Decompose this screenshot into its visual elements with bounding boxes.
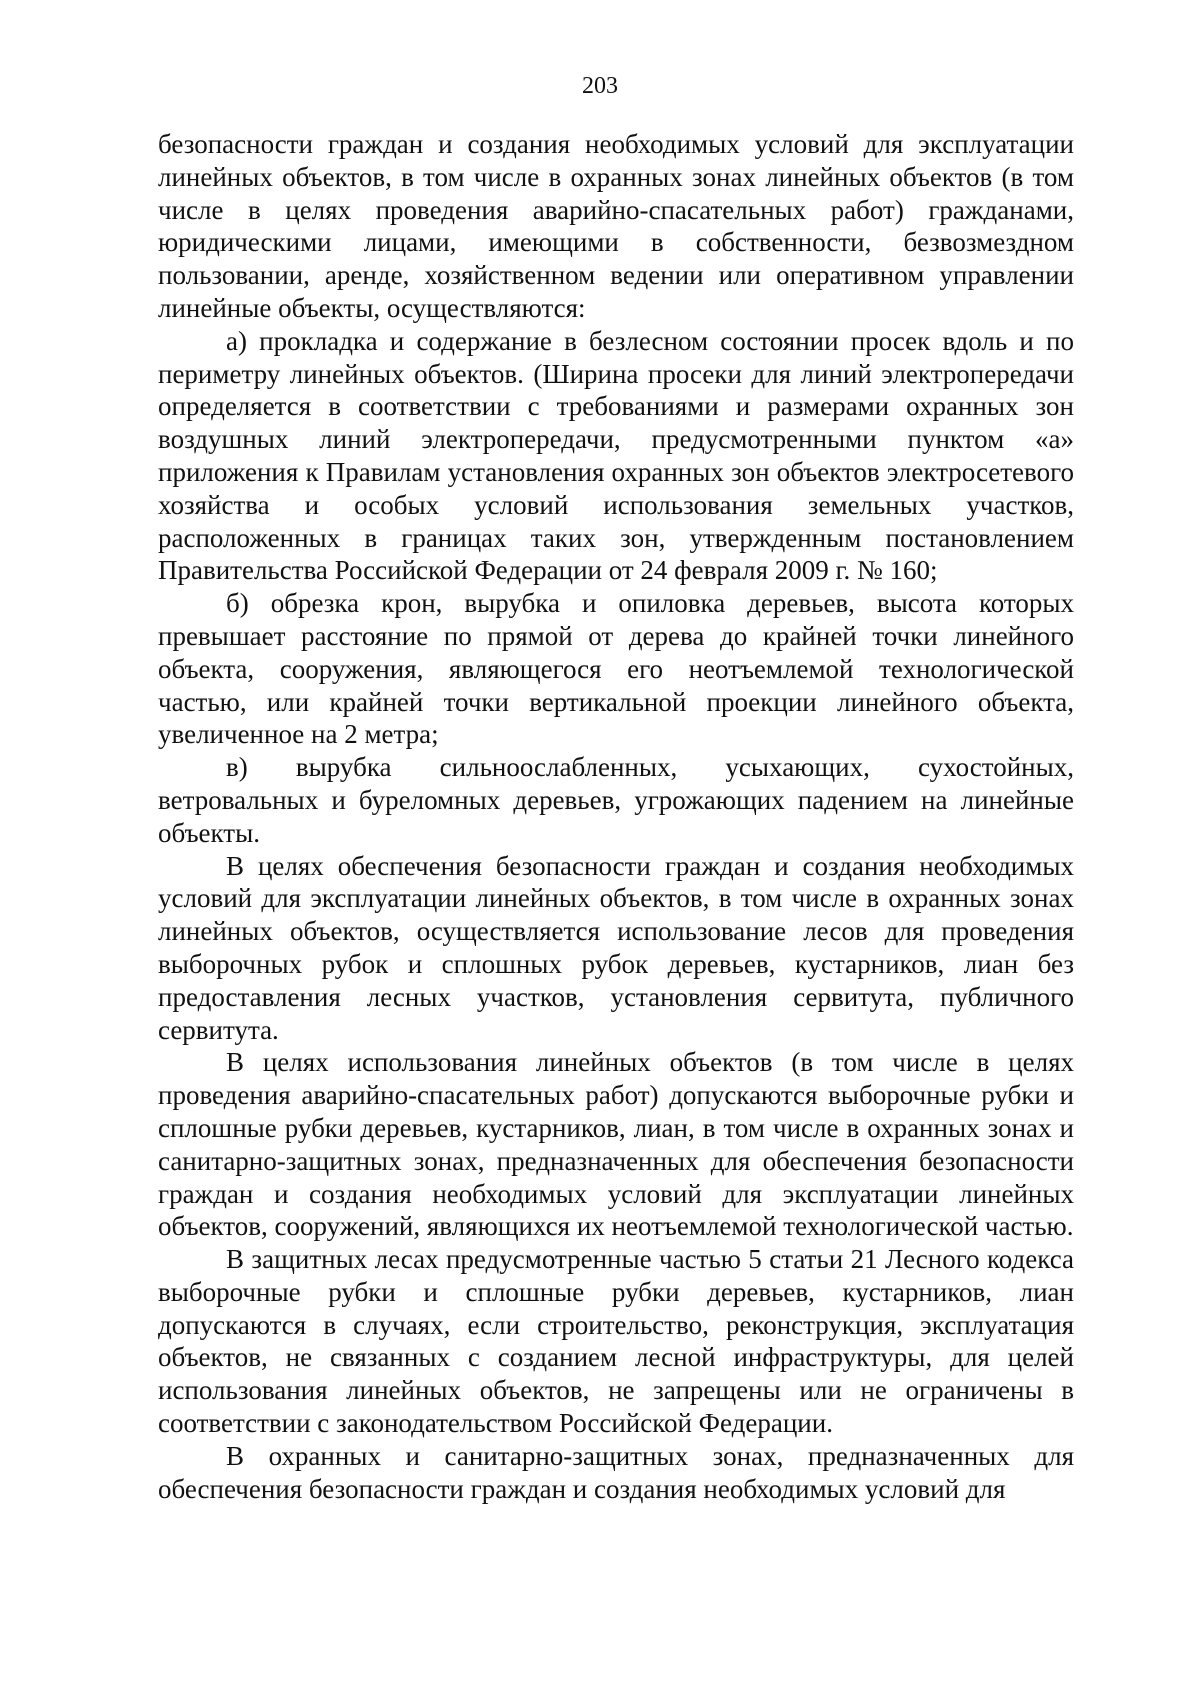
paragraph-safety-cutting: В целях обеспечения безопасности граждан и создания необходимых условий для эксплуатации линейных объектов, в том числе в охранных зонах линейных объектов, осуществляется использование лесов для проведения выборочных рубок и сплошных рубок деревьев, кустарников, лиан без предоставления лесных участков, установления сервитута, публичного сервитута. [158, 850, 1074, 1045]
paragraph-item-a: а) прокладка и содержание в безлесном состоянии просек вдоль и по периметру линейных объектов. (Ширина просеки для линий электропередачи определяется в соответствии с требованиями и размерами охранных зон воздушных линий электропередачи, предусмотренными пунктом «а» приложения к Правилам установления охранных зон объектов электросетевого хозяйства и особых условий использования земельных участков, расположенных в границах таких зон, утвержденным постановлением Правительства Российской Федерации от 24 февраля 2009 г. № 160; [158, 325, 1074, 586]
paragraph-item-v: в) вырубка сильноослабленных, усыхающих, сухостойных, ветровальных и буреломных деревьев, угрожающих падением на линейные объекты. [158, 752, 1074, 848]
page-number: 203 [582, 73, 618, 99]
paragraph-continuation: безопасности граждан и создания необходимых условий для эксплуатации линейных объектов, в том числе в охранных зонах линейных объектов (в том числе в целях проведения аварийно-спасательных работ) гражданами, юридическими лицами, имеющими в собственности, безвозмездном пользовании, аренде, хозяйственном ведении или оперативном управлении линейные объекты, осуществляются: [158, 129, 1074, 323]
paragraph-protection-zones: В охранных и санитарно-защитных зонах, предназначенных для обеспечения безопасности граждан и создания необходимых условий для [158, 1440, 1074, 1504]
paragraph-linear-objects-cutting: В целях использования линейных объектов (в том числе в целях проведения аварийно-спасательных работ) допускаются выборочные рубки и сплошные рубки деревьев, кустарников, лиан, в том числе в охранных зонах и санитарно-защитных зонах, предназначенных для обеспечения безопасности граждан и создания необходимых условий для эксплуатации линейных объектов, сооружений, являющихся их неотъемлемой технологической частью. [158, 1047, 1074, 1242]
paragraph-item-b: б) обрезка крон, вырубка и опиловка деревьев, высота которых превышает расстояние по прямой от дерева до крайней точки линейного объекта, сооружения, являющегося его неотъемлемой технологической частью, или крайней точки вертикальной проекции линейного объекта, увеличенное на 2 метра; [158, 588, 1074, 750]
document-body [158, 128, 1074, 1505]
paragraph-protective-forests: В защитных лесах предусмотренные частью 5 статьи 21 Лесного кодекса выборочные рубки и сплошные рубки деревьев, кустарников, лиан допускаются в случаях, если строительство, реконструкция, эксплуатация объектов, не связанных с созданием лесной инфраструктуры, для целей использования линейных объектов, не запрещены или не ограничены в соответствии с законодательством Российской Федерации. [158, 1244, 1074, 1439]
